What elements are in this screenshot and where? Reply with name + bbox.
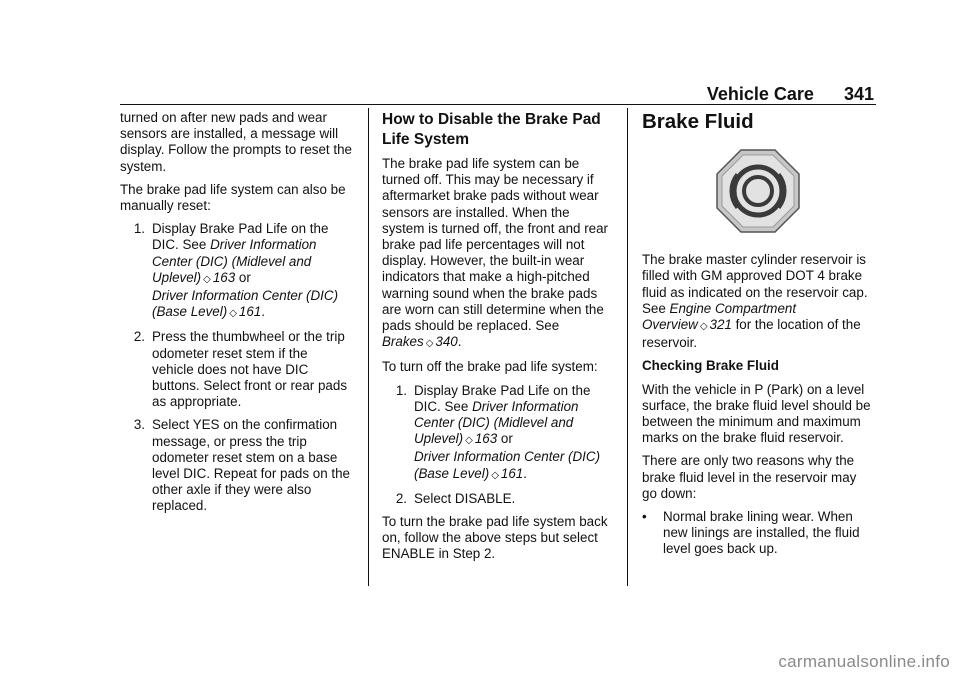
cross-reference-link[interactable]: Driver Information Center (DIC) (Base Level) — [152, 288, 339, 320]
bullet-text: Normal brake lining wear. When new linings are installed, the fluid level goes back up. — [663, 509, 860, 557]
page-reference[interactable]: 161 — [238, 304, 262, 320]
step-text-part: or — [235, 269, 251, 285]
column-3 — [642, 110, 874, 558]
list-item — [642, 509, 874, 558]
step-text-part: Display Brake Pad Life on the DIC. See — [414, 382, 591, 414]
cross-reference-link[interactable]: Driver Information Center (DIC) (Midlevel and Uplevel) — [152, 237, 317, 285]
column-1 — [120, 110, 352, 522]
section-title: Vehicle Care — [706, 84, 814, 104]
section-heading: Brake Fluid — [642, 110, 754, 133]
list-item — [120, 417, 352, 514]
step-text-part: . — [261, 304, 265, 320]
page-reference-arrow-icon: ◇ — [491, 469, 499, 481]
list-item — [120, 329, 352, 410]
step-text-part: or — [497, 431, 513, 447]
bullet-list — [642, 509, 874, 558]
paragraph-text: for the location of the reservoir. — [642, 317, 861, 351]
page-reference[interactable]: 161 — [500, 465, 524, 481]
step-text — [152, 221, 352, 322]
section-heading: How to Disable the Brake Pad Life System — [382, 111, 601, 148]
bullet-mark: • — [642, 509, 647, 525]
step-number: 2. — [395, 490, 407, 506]
brake-fluid-octagon-icon — [715, 148, 801, 234]
page-reference-arrow-icon: ◇ — [425, 338, 434, 350]
step-number: 1. — [395, 382, 407, 398]
step-text — [414, 383, 614, 484]
step-text: Select YES on the confirmation message, or press the trip odometer reset stem on a base level DIC. Repeat for pads on the other axle if they were also replaced. — [152, 417, 350, 514]
paragraph: To turn the brake pad life system back on, follow the above steps but select ENABLE in Step 2. — [382, 514, 608, 562]
step-number: 3. — [133, 417, 145, 433]
cross-reference-link[interactable]: Engine Compartment Overview — [642, 300, 797, 333]
page-reference-arrow-icon: ◇ — [465, 435, 473, 447]
paragraph: There are only two reasons why the brake fluid level in the reservoir may go down: — [642, 453, 857, 501]
step-text: Select DISABLE. — [414, 490, 516, 506]
step-text-part: Display Brake Pad Life on the DIC. See — [152, 221, 329, 253]
page-reference-arrow-icon: ◇ — [699, 321, 708, 333]
paragraph-text: The brake pad life system can be turned off. This may be necessary if aftermarket brake pads without wear sensors are installed. When the system is turned off, the front and rear brake pad life percentages will not display. However, the built-in wear indicators that make a high-pitched warning sound when the brake pads are worn can still determine when the pads should be replaced. See — [382, 156, 609, 334]
paragraph: With the vehicle in P (Park) on a level surface, the brake fluid level should be between the minimum and maximum marks on the brake fluid reservoir. — [642, 381, 871, 446]
page-reference[interactable]: 321 — [709, 317, 732, 333]
paragraph: The brake pad life system can also be manually reset: — [120, 181, 346, 214]
cross-reference-link[interactable]: Driver Information Center (DIC) (Midlevel and Uplevel) — [414, 398, 579, 447]
step-number: 1. — [133, 221, 145, 237]
step-number: 2. — [133, 329, 145, 345]
page-reference-arrow-icon: ◇ — [229, 308, 237, 320]
step-list — [120, 221, 352, 514]
paragraph: To turn off the brake pad life system: — [382, 359, 598, 375]
column-divider-1 — [368, 108, 369, 586]
step-list — [382, 383, 614, 507]
header-rule — [120, 104, 876, 105]
paragraph-text: The brake master cylinder reservoir is filled with GM approved DOT 4 brake fluid as indicated on the reservoir cap. See — [642, 252, 868, 316]
cross-reference-link[interactable]: Brakes — [382, 334, 424, 350]
watermark[interactable]: carmanualsonline.info — [778, 652, 950, 671]
column-2 — [382, 110, 614, 570]
list-item — [382, 383, 614, 484]
paragraph: turned on after new pads and wear sensors are installed, a message will display. Follow the prompts to reset the system. — [120, 110, 352, 174]
page-reference[interactable]: 340 — [435, 334, 458, 350]
paragraph-text: . — [457, 334, 462, 350]
paragraph — [382, 156, 614, 352]
page-reference-arrow-icon: ◇ — [203, 273, 211, 285]
step-text-part: . — [523, 465, 527, 481]
brake-fluid-symbol — [642, 148, 874, 238]
list-item — [120, 221, 352, 322]
page-reference[interactable]: 163 — [474, 431, 498, 447]
page-header — [707, 84, 874, 105]
subheading: Checking Brake Fluid — [642, 358, 779, 374]
paragraph — [642, 252, 874, 351]
step-text: Press the thumbwheel or the trip odometer reset stem if the vehicle does not have DIC buttons. Select front or rear pads as appropriate. — [152, 329, 348, 410]
page-reference[interactable]: 163 — [212, 269, 236, 285]
page-number: 341 — [843, 84, 874, 104]
column-divider-2 — [627, 108, 628, 586]
cross-reference-link[interactable]: Driver Information Center (DIC) (Base Level) — [414, 449, 601, 481]
list-item — [382, 491, 614, 507]
